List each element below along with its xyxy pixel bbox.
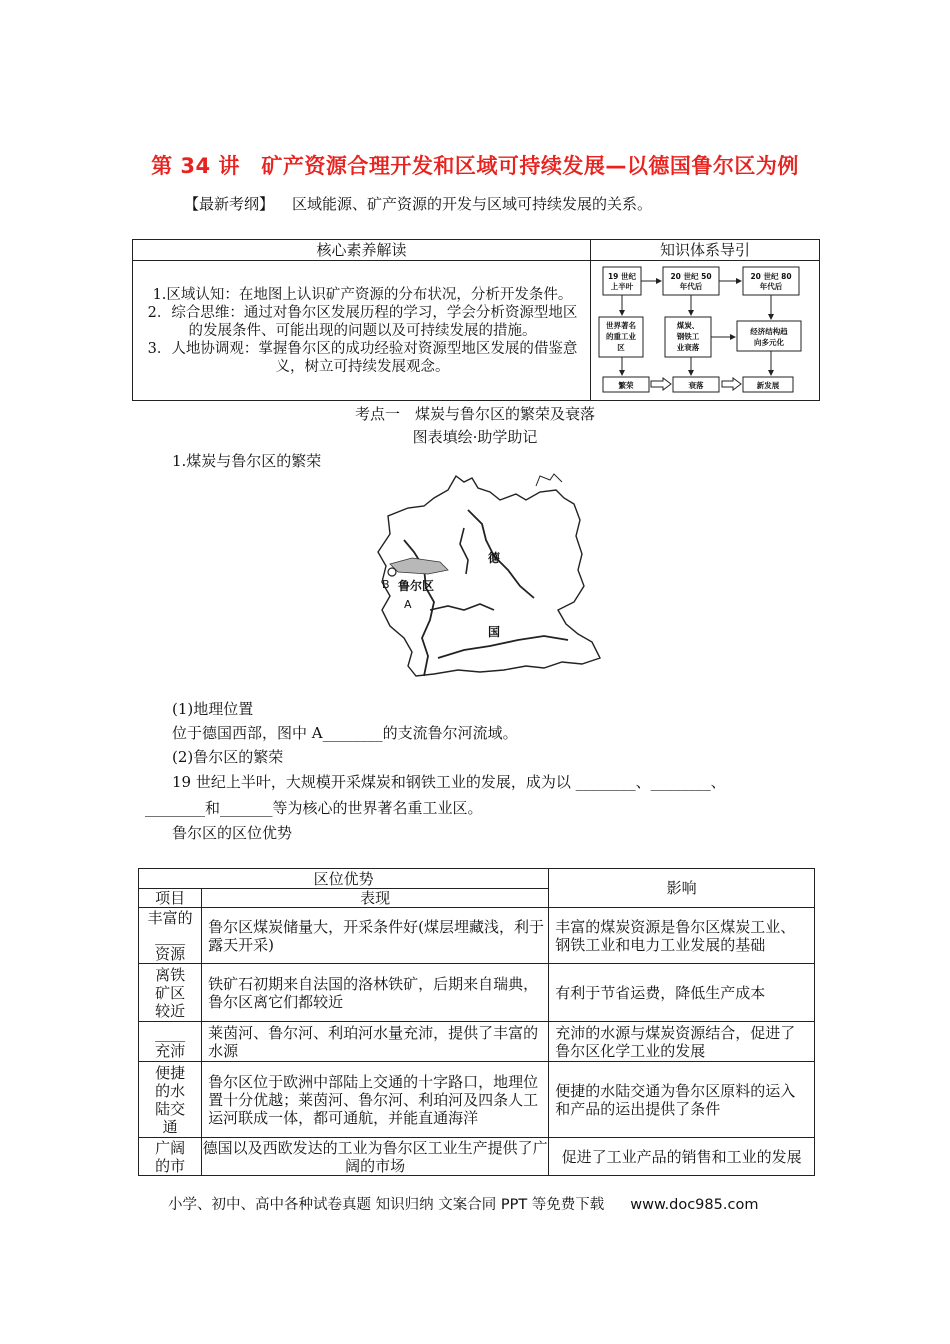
header-influence: 影响	[549, 869, 815, 908]
flow-text: 20 世纪 80	[750, 272, 792, 281]
flow-text: 向多元化	[754, 338, 784, 347]
header-performance: 表现	[202, 889, 549, 908]
syllabus-line	[184, 193, 652, 214]
item-line: 离铁	[155, 965, 186, 984]
flow-svg	[591, 261, 819, 395]
table-row	[139, 908, 815, 964]
section-heading: 考点一 煤炭与鲁尔区的繁荣及衰落	[354, 405, 595, 423]
heading-coal-prosperity: 1.煤炭与鲁尔区的繁荣	[172, 452, 322, 470]
item-line: 的市	[155, 1156, 186, 1175]
syllabus-text: 区域能源、矿产资源的开发与区域可持续发展的关系。	[292, 195, 653, 213]
syllabus-label: 【最新考纲】	[184, 195, 275, 213]
ruhr-city-marker	[388, 568, 396, 576]
prosper-text-1: 19 世纪上半叶，大规模开采煤炭和钢铁工业的发展，成为以 ________、________、	[172, 773, 726, 791]
map-label-guo: 国	[488, 625, 501, 639]
page-title: 第 34 讲 矿产资源合理开发和区域可持续发展—以德国鲁尔区为例	[151, 154, 799, 178]
table-row	[139, 964, 815, 1022]
row-item	[139, 1138, 202, 1176]
item-line: 广阔	[155, 1138, 186, 1157]
row-performance: 莱茵河、鲁尔河、利珀河水量充沛，提供了丰富的水源	[202, 1022, 549, 1062]
advantage-heading: 鲁尔区的区位优势	[172, 824, 293, 842]
flow-text: 新发展	[756, 381, 780, 390]
item-line: 的水	[155, 1081, 186, 1100]
row-performance: 铁矿石初期来自法国的洛林铁矿，后期来自瑞典，鲁尔区离它们都较近	[202, 964, 549, 1022]
item-line: 通	[162, 1117, 178, 1136]
flow-text: 衰落	[688, 381, 704, 390]
germany-map	[368, 470, 604, 682]
item-line: 矿区	[155, 983, 186, 1002]
danube-river	[438, 636, 568, 658]
table-row	[139, 1062, 815, 1138]
flow-text: 区	[617, 343, 625, 352]
row-item	[139, 908, 202, 964]
footer-text: 小学、初中、高中各种试卷真题 知识归纳 文案合同 PPT 等免费下载	[168, 1197, 605, 1213]
prosper-text-2: ________和_______等为核心的世界著名重工业区。	[145, 799, 483, 817]
item-line: ____	[155, 926, 186, 945]
core-items	[133, 261, 591, 401]
weser-river	[460, 528, 468, 574]
core-item: 3．人地协调观：掌握鲁尔区的成功经验对资源型地区发展的借鉴意义，树立可持续发展观念。	[147, 340, 578, 375]
ruhr-region-shade	[390, 558, 448, 574]
row-item	[139, 1062, 202, 1138]
flow-text: 世界著名	[606, 321, 636, 330]
row-influence: 充沛的水源与煤炭资源结合，促进了鲁尔区化学工业的发展	[549, 1022, 815, 1062]
row-performance: 鲁尔区位于欧洲中部陆上交通的十字路口，地理位置十分优越；莱茵河、鲁尔河、利珀河及四条人工运河联成一体，都可通航，并能直通海洋	[202, 1062, 549, 1138]
row-influence: 丰富的煤炭资源是鲁尔区煤炭工业、钢铁工业和电力工业发展的基础	[549, 908, 815, 964]
flow-text: 年代后	[759, 282, 783, 291]
flow-text: 年代后	[679, 282, 703, 291]
item-line: 较近	[155, 1001, 186, 1020]
table-row	[139, 1022, 815, 1062]
section-subheading: 图表填绘·助学助记	[412, 428, 538, 446]
knowledge-flow-diagram	[591, 261, 820, 401]
row-item	[139, 1022, 202, 1062]
row-performance: 德国以及西欧发达的工业为鲁尔区工业生产提供了广阔的市场	[202, 1138, 548, 1175]
flow-text: 上半叶	[610, 282, 634, 291]
page-footer	[168, 1193, 758, 1214]
main-river	[430, 604, 494, 610]
flow-text: 20 世纪 50	[670, 272, 712, 281]
flow-text: 钢铁工	[676, 332, 700, 341]
flow-text: 19 世纪	[607, 272, 637, 281]
map-label-b: B	[382, 578, 390, 591]
map-label-de: 德	[488, 551, 501, 565]
flow-text: 繁荣	[618, 381, 634, 390]
core-literacy-table	[132, 239, 820, 401]
row-influence: 促进了工业产品的销售和工业的发展	[549, 1138, 815, 1176]
core-header-right: 知识体系导引	[591, 240, 820, 261]
item-line: 丰富的	[147, 908, 193, 927]
item-line: 陆交	[155, 1099, 186, 1118]
row-performance: 鲁尔区煤炭储量大，开采条件好(煤层埋藏浅，利于露天开采)	[202, 908, 549, 964]
map-label-a: A	[404, 598, 412, 611]
item-line: 便捷	[155, 1063, 186, 1082]
core-item: 1.区域认知：在地图上认识矿产资源的分布状况，分析开发条件。	[152, 286, 573, 303]
core-header-left: 核心素养解读	[133, 240, 591, 261]
flow-text: 业衰落	[676, 343, 700, 352]
flow-text: 经济结构趋	[750, 327, 788, 336]
prosper-heading: (2)鲁尔区的繁荣	[172, 748, 284, 766]
header-item: 项目	[139, 889, 202, 908]
location-advantage-table	[138, 868, 815, 1176]
geo-text: 位于德国西部，图中 A________的支流鲁尔河流域。	[172, 724, 518, 742]
baltic-coast	[536, 474, 562, 486]
footer-url[interactable]: www.doc985.com	[630, 1197, 759, 1213]
item-line: 充沛	[155, 1041, 186, 1060]
map-label-ruhr: 鲁尔区	[398, 579, 435, 593]
elbe-river	[468, 510, 534, 598]
row-influence: 便捷的水陆交通为鲁尔区原料的运入和产品的运出提供了条件	[549, 1062, 815, 1138]
core-item: 2．综合思维：通过对鲁尔区发展历程的学习，学会分析资源型地区的发展条件、可能出现的问题以及可持续发展的措施。	[147, 304, 578, 339]
flow-text: 的重工业	[606, 332, 636, 341]
row-item	[139, 964, 202, 1022]
header-advantage: 区位优势	[139, 869, 549, 889]
item-line: 资源	[155, 944, 186, 963]
item-line: ____	[155, 1023, 186, 1042]
row-influence: 有利于节省运费，降低生产成本	[549, 964, 815, 1022]
geo-heading: (1)地理位置	[172, 700, 254, 718]
table-row	[139, 1138, 815, 1176]
flow-text: 煤炭、	[676, 321, 700, 330]
